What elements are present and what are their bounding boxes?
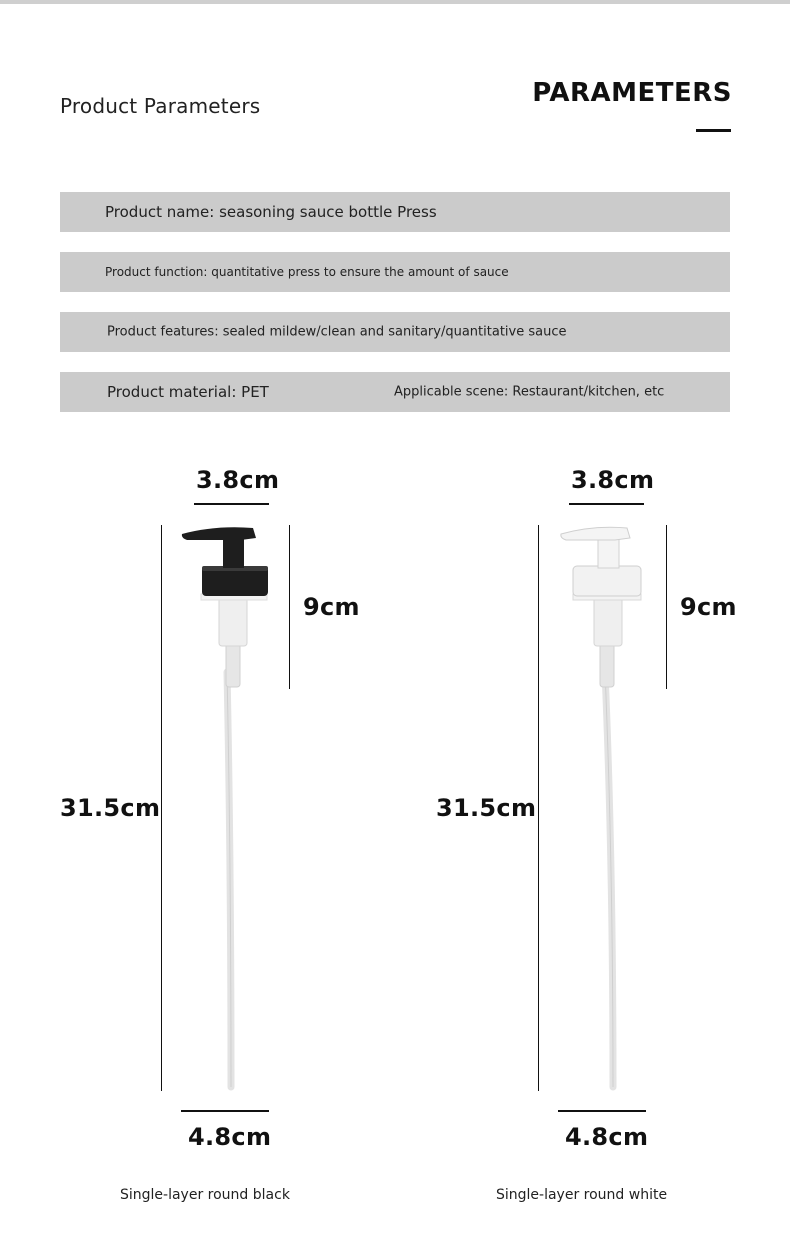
head-width-label: 3.8cm — [196, 466, 280, 494]
total-length-label: 31.5cm — [60, 794, 161, 822]
head-height-label: 9cm — [303, 593, 360, 621]
param-row-material-scene — [60, 372, 730, 412]
param-scene-text: Applicable scene: Restaurant/kitchen, etc — [394, 384, 665, 400]
param-features-text: Product features: sealed mildew/clean and sanitary/quantitative sauce — [107, 324, 567, 340]
param-row-name — [60, 192, 730, 232]
heading-underline — [696, 129, 731, 132]
base-width-line — [181, 1110, 269, 1112]
total-length-line — [161, 525, 162, 1091]
top-divider — [0, 0, 790, 4]
product-caption: Single-layer round white — [496, 1187, 668, 1203]
head-width-label: 3.8cm — [571, 466, 655, 494]
head-width-line — [194, 503, 269, 505]
base-width-line — [558, 1110, 646, 1112]
base-width-label: 4.8cm — [565, 1123, 649, 1151]
head-height-label: 9cm — [680, 593, 737, 621]
total-length-line — [538, 525, 539, 1091]
head-height-line — [289, 525, 290, 689]
pump-black-image — [175, 522, 285, 1092]
pump-white-image — [553, 522, 663, 1092]
total-length-label: 31.5cm — [436, 794, 537, 822]
base-width-label: 4.8cm — [188, 1123, 272, 1151]
head-width-line — [569, 503, 644, 505]
param-function-text: Product function: quantitative press to ensure the amount of sauce — [105, 265, 509, 279]
param-row-features — [60, 312, 730, 352]
head-height-line — [666, 525, 667, 689]
param-name-text: Product name: seasoning sauce bottle Press — [105, 203, 437, 221]
section-title: Product Parameters — [60, 94, 261, 118]
page-heading: PARAMETERS — [532, 78, 732, 108]
param-row-function — [60, 252, 730, 292]
param-material-text: Product material: PET — [107, 383, 269, 401]
product-caption: Single-layer round black — [120, 1187, 290, 1203]
